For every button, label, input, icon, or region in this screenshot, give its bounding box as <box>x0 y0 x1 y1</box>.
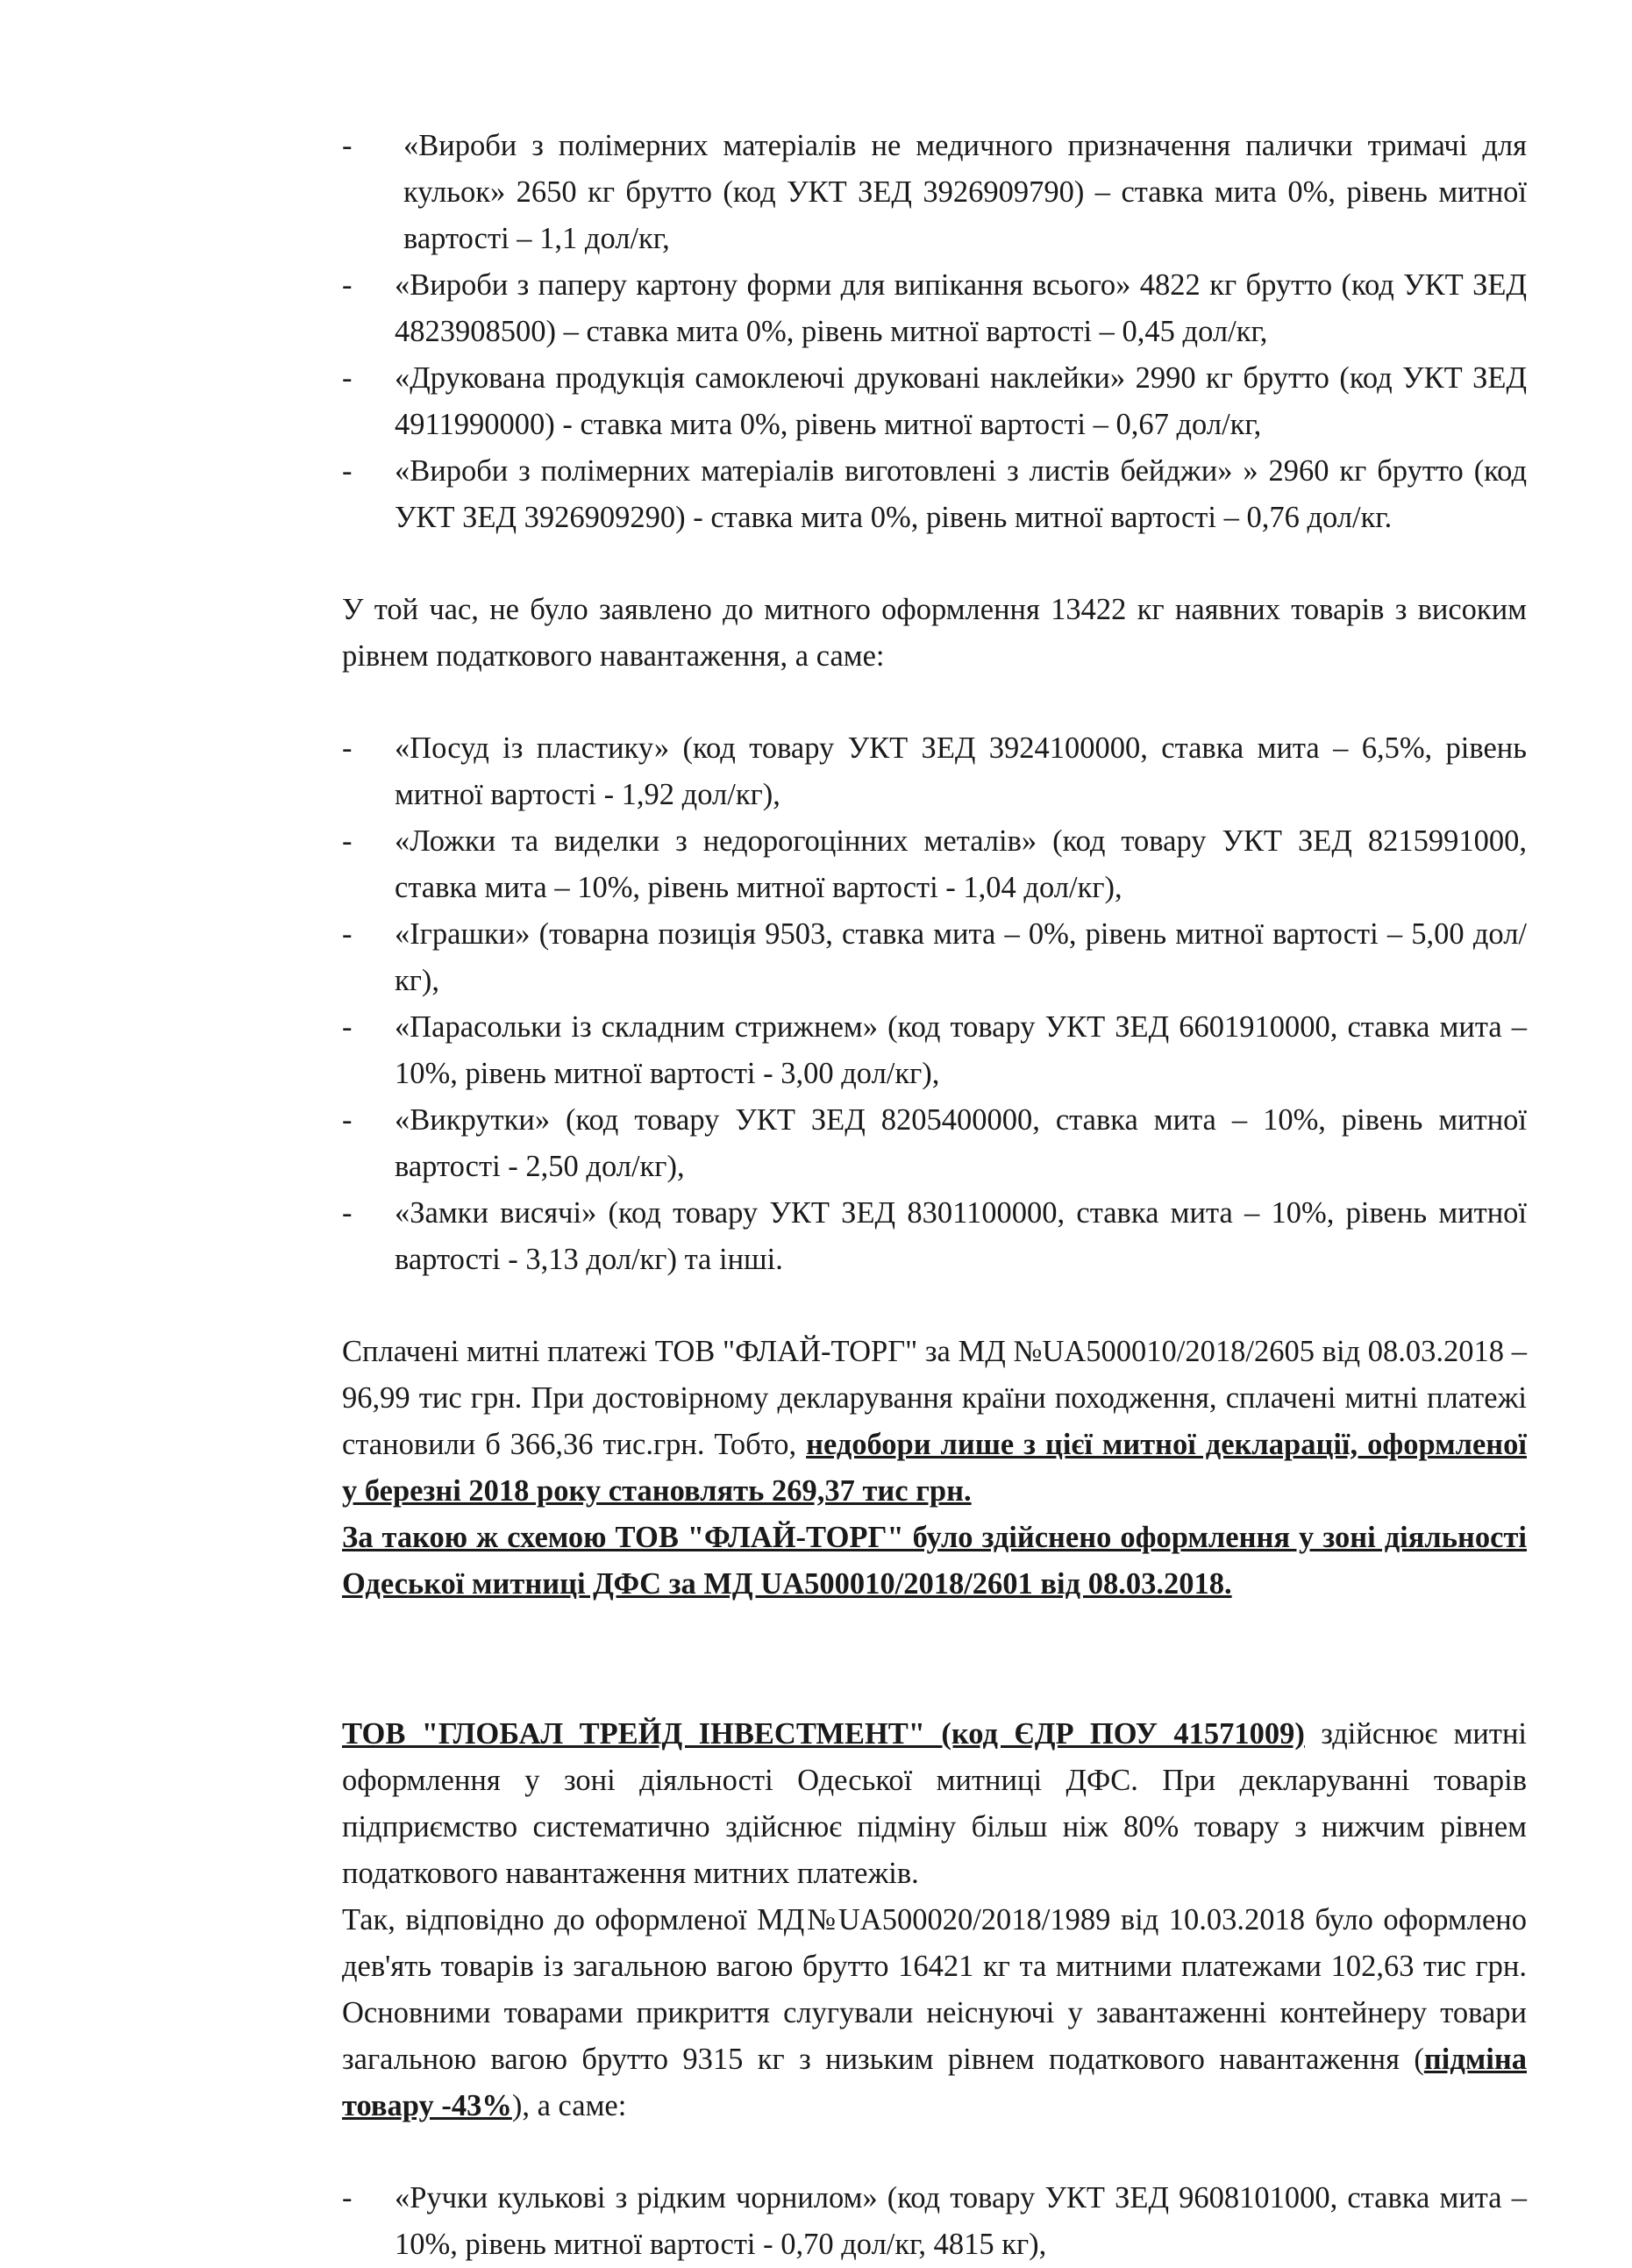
list-item: - «Вироби з полімерних матеріалів виготовлені з листів бейджи» » 2960 кг брутто (код УКТ ЗЕД 3926909290) - ставка мита 0%, рівень митної вартості – 0,76 дол/кг. <box>342 448 1527 541</box>
paragraph-global-trade: ТОВ "ГЛОБАЛ ТРЕЙД ІНВЕСТМЕНТ" (код ЄДР ПОУ 41571009) здійснює митні оформлення у зоні діяльності Одеської митниці ДФС. При декларуванні товарів підприємство систематично здійснює підміну більш ніж 80% товару з нижчим рівнем податкового навантаження митних платежів. <box>342 1717 1528 1890</box>
list-item: - «Викрутки» (код товару УКТ ЗЕД 8205400000, ставка мита – 10%, рівень митної вартості - 2,50 дол/кг), <box>342 1097 1527 1190</box>
list-item: - «Іграшки» (товарна позиція 9503, ставка мита – 0%, рівень митної вартості – 5,00 дол/кг), <box>342 911 1527 1004</box>
list-dash: - <box>342 129 353 162</box>
list-item: - «Вироби з полімерних матеріалів не медичного призначення палички тримачі для кульок» 2650 кг брутто (код УКТ ЗЕД 3926909790) – ставка мита 0%, рівень митної вартості – 1,1 дол/кг, <box>342 123 1527 262</box>
list-dash: - <box>342 268 353 302</box>
list-dash: - <box>342 1103 353 1137</box>
list-item: - «Вироби з паперу картону форми для випікання всього» 4822 кг брутто (код УКТ ЗЕД 4823908500) – ставка мита 0%, рівень митної вартості – 0,45 дол/кг, <box>342 262 1527 355</box>
paragraph-payments: Сплачені митні платежі ТОВ "ФЛАЙ-ТОРГ" за МД №UA500010/2018/2605 від 08.03.2018 – 96,99 тис грн. При достовірному декларування країни походження, сплачені митні платежі становили б 366,36 тис.грн. Тобто, недобори лише з цієї митної декларації, оформленої у березні 2018 року становлять 269,37 тис грн. <box>342 1335 1527 1508</box>
list-dash: - <box>342 1196 353 1230</box>
list-dash: - <box>342 731 353 765</box>
list-item: - «Парасольки із складним стрижнем» (код товару УКТ ЗЕД 6601910000, ставка мита – 10%, рівень митної вартості - 3,00 дол/кг), <box>342 1004 1527 1097</box>
list-dash: - <box>342 824 353 858</box>
goods-list-declared <box>342 123 1527 541</box>
list-item: - «Замки висячі» (код товару УКТ ЗЕД 8301100000, ставка мита – 10%, рівень митної вартості - 3,13 дол/кг) та інші. <box>342 1190 1527 1283</box>
goods-list-cover <box>342 2175 1527 2268</box>
substitution-emphasis: підміна товару -43% <box>342 2043 1527 2122</box>
paragraph-undeclared-goods: У той час, не було заявлено до митного оформлення 13422 кг наявних товарів з високим рівнем податкового навантаження, а саме: <box>342 593 1527 673</box>
list-dash: - <box>342 2181 353 2215</box>
list-dash: - <box>342 1010 353 1044</box>
spacer <box>342 1608 1527 1711</box>
spacer <box>342 1283 1527 1329</box>
list-dash: - <box>342 917 353 951</box>
paragraph-declaration: Так, відповідно до оформленої МД№UA500020/2018/1989 від 10.03.2018 було оформлено дев'ять товарів із загальною вагою брутто 16421 кг та митними платежами 102,63 тис грн. Основними товарами прикриття слугували неіснуючі у завантаженні контейнеру товари загальною вагою брутто 9315 кг з низьким рівнем податкового навантаження (підміна товару -43%), а саме: <box>342 1903 1527 2122</box>
spacer <box>342 2129 1527 2175</box>
spacer <box>342 541 1527 587</box>
shortfall-emphasis: недобори лише з цієї митної декларації, оформленої у березні 2018 року становлять 269,37 тис грн. <box>342 1428 1527 1508</box>
goods-list-undeclared <box>342 725 1527 1283</box>
list-item: - «Ручки кулькові з рідким чорнилом» (код товару УКТ ЗЕД 9608101000, ставка мита – 10%, рівень митної вартості - 0,70 дол/кг, 4815 кг), <box>342 2175 1527 2268</box>
paragraph-same-scheme: За такою ж схемою ТОВ "ФЛАЙ-ТОРГ" було здійснено оформлення у зоні діяльності Одеської митниці ДФС за МД UA500010/2018/2601 від 08.03.2018. <box>342 1521 1527 1601</box>
list-item: - «Друкована продукція самоклеючі друковані наклейки» 2990 кг брутто (код УКТ ЗЕД 4911990000) - ставка мита 0%, рівень митної вартості – 0,67 дол/кг, <box>342 355 1527 448</box>
spacer <box>342 680 1527 725</box>
list-item: - «Посуд із пластику» (код товару УКТ ЗЕД 3924100000, ставка мита – 6,5%, рівень митної вартості - 1,92 дол/кг), <box>342 725 1527 818</box>
list-dash: - <box>342 361 353 395</box>
list-dash: - <box>342 454 353 488</box>
list-item: - «Ложки та виделки з недорогоцінних металів» (код товару УКТ ЗЕД 8215991000, ставка мита – 10%, рівень митної вартості - 1,04 дол/кг), <box>342 818 1527 911</box>
company-name: ТОВ "ГЛОБАЛ ТРЕЙД ІНВЕСТМЕНТ" (код ЄДР ПОУ 41571009) <box>342 1717 1305 1751</box>
